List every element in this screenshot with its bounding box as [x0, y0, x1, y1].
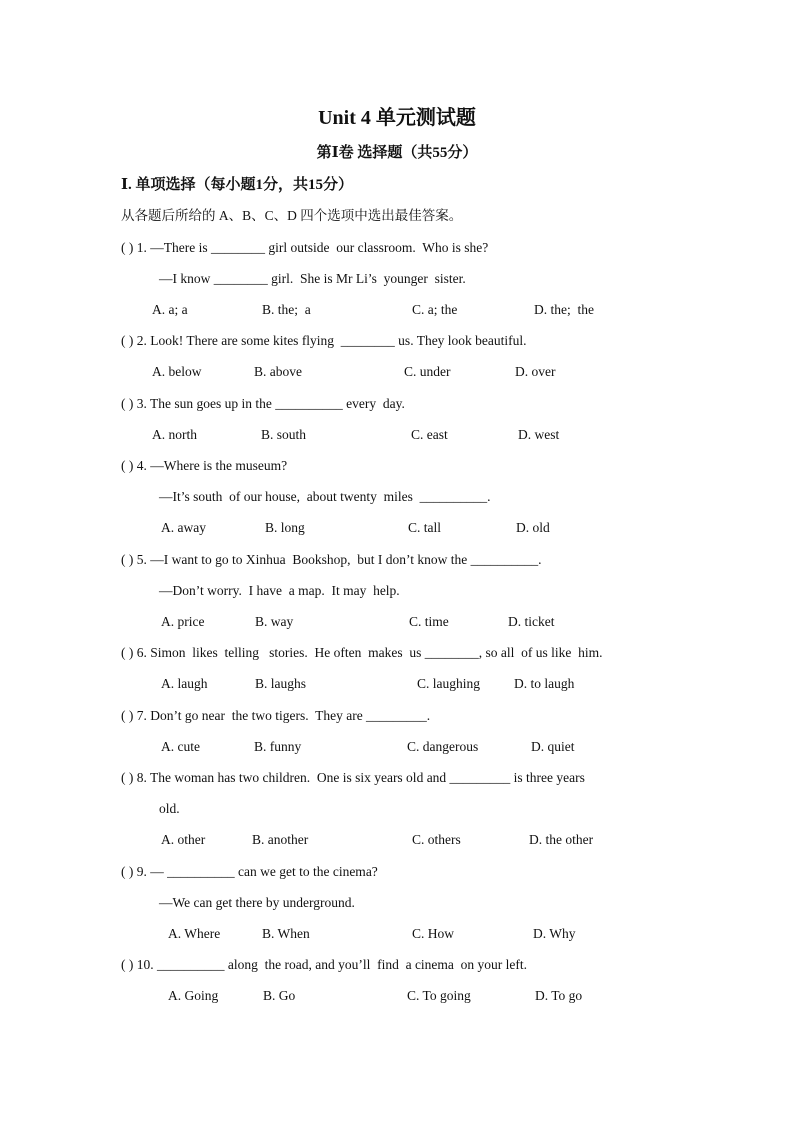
question-5-option-d: D. ticket — [508, 614, 555, 629]
question-4-option-c: C. tall — [408, 520, 441, 535]
question-2-option-c: C. under — [404, 364, 451, 379]
paper-subtitle: 第Ⅰ卷 选择题（共55分） — [316, 145, 478, 161]
question-1-reply: —I know ________ girl. She is Mr Li’s younger sister. — [159, 271, 466, 286]
question-4-option-b: B. long — [265, 520, 305, 535]
question-4-stem: ( ) 4. —Where is the museum? — [121, 458, 288, 473]
question-10-option-c: C. To going — [407, 988, 471, 1003]
question-2-option-d: D. over — [515, 364, 556, 379]
question-2-stem: ( ) 2. Look! There are some kites flying ________ us. They look beautiful. — [121, 333, 527, 348]
question-3-option-d: D. west — [518, 427, 560, 442]
page-title: Unit 4 单元测试题 — [318, 107, 476, 129]
question-3-option-c: C. east — [411, 427, 448, 442]
question-2-option-a: A. below — [152, 364, 202, 379]
question-2-option-b: B. above — [254, 364, 302, 379]
question-10-stem: ( ) 10. __________ along the road, and you’ll find a cinema on your left. — [121, 957, 528, 972]
question-7-option-a: A. cute — [161, 739, 200, 754]
question-4-option-d: D. old — [516, 520, 550, 535]
question-7-option-b: B. funny — [254, 739, 302, 754]
question-1-option-a: A. a; a — [152, 302, 188, 317]
question-6-option-d: D. to laugh — [514, 676, 575, 691]
question-1-option-d: D. the; the — [534, 302, 594, 317]
question-8-option-c: C. others — [412, 832, 461, 847]
question-5-option-a: A. price — [161, 614, 205, 629]
question-7-option-d: D. quiet — [531, 739, 575, 754]
question-3-option-a: A. north — [152, 427, 197, 442]
question-8-continuation: old. — [159, 801, 180, 816]
question-3-option-b: B. south — [261, 427, 307, 442]
question-10-option-a: A. Going — [168, 988, 219, 1003]
instruction-text: 从各题后所给的 A、B、C、D 四个选项中选出最佳答案。 — [121, 208, 463, 223]
question-3-stem: ( ) 3. The sun goes up in the __________ every day. — [121, 396, 405, 411]
question-7-option-c: C. dangerous — [407, 739, 479, 754]
question-5-stem: ( ) 5. —I want to go to Xinhua Bookshop, but I don’t know the __________. — [121, 552, 542, 567]
question-8-option-b: B. another — [252, 832, 309, 847]
question-4-reply: —It’s south of our house, about twenty miles __________. — [159, 489, 491, 504]
question-9-option-b: B. When — [262, 926, 310, 941]
question-9-reply: —We can get there by underground. — [159, 895, 355, 910]
question-1-option-b: B. the; a — [262, 302, 311, 317]
question-6-stem: ( ) 6. Simon likes telling stories. He often makes us ________, so all of us like him. — [121, 645, 603, 660]
question-6-option-b: B. laughs — [255, 676, 307, 691]
question-6-option-c: C. laughing — [417, 676, 480, 691]
question-10-option-b: B. Go — [263, 988, 296, 1003]
question-10-option-d: D. To go — [535, 988, 583, 1003]
question-8-stem: ( ) 8. The woman has two children. One is six years old and _________ is three years — [121, 770, 585, 785]
question-9-stem: ( ) 9. — __________ can we get to the cinema? — [121, 864, 378, 879]
question-1-stem: ( ) 1. —There is ________ girl outside our classroom. Who is she? — [121, 240, 489, 255]
question-4-option-a: A. away — [161, 520, 206, 535]
question-9-option-d: D. Why — [533, 926, 576, 941]
question-9-option-c: C. How — [412, 926, 455, 941]
question-6-option-a: A. laugh — [161, 676, 208, 691]
question-5-reply: —Don’t worry. I have a map. It may help. — [159, 583, 400, 598]
question-8-option-d: D. the other — [529, 832, 594, 847]
question-7-stem: ( ) 7. Don’t go near the two tigers. They are _________. — [121, 708, 431, 723]
question-5-option-b: B. way — [255, 614, 294, 629]
question-1-option-c: C. a; the — [412, 302, 458, 317]
question-9-option-a: A. Where — [168, 926, 221, 941]
section-heading: Ⅰ. 单项选择（每小题1分，共15分） — [121, 177, 354, 193]
question-8-option-a: A. other — [161, 832, 206, 847]
question-5-option-c: C. time — [409, 614, 449, 629]
